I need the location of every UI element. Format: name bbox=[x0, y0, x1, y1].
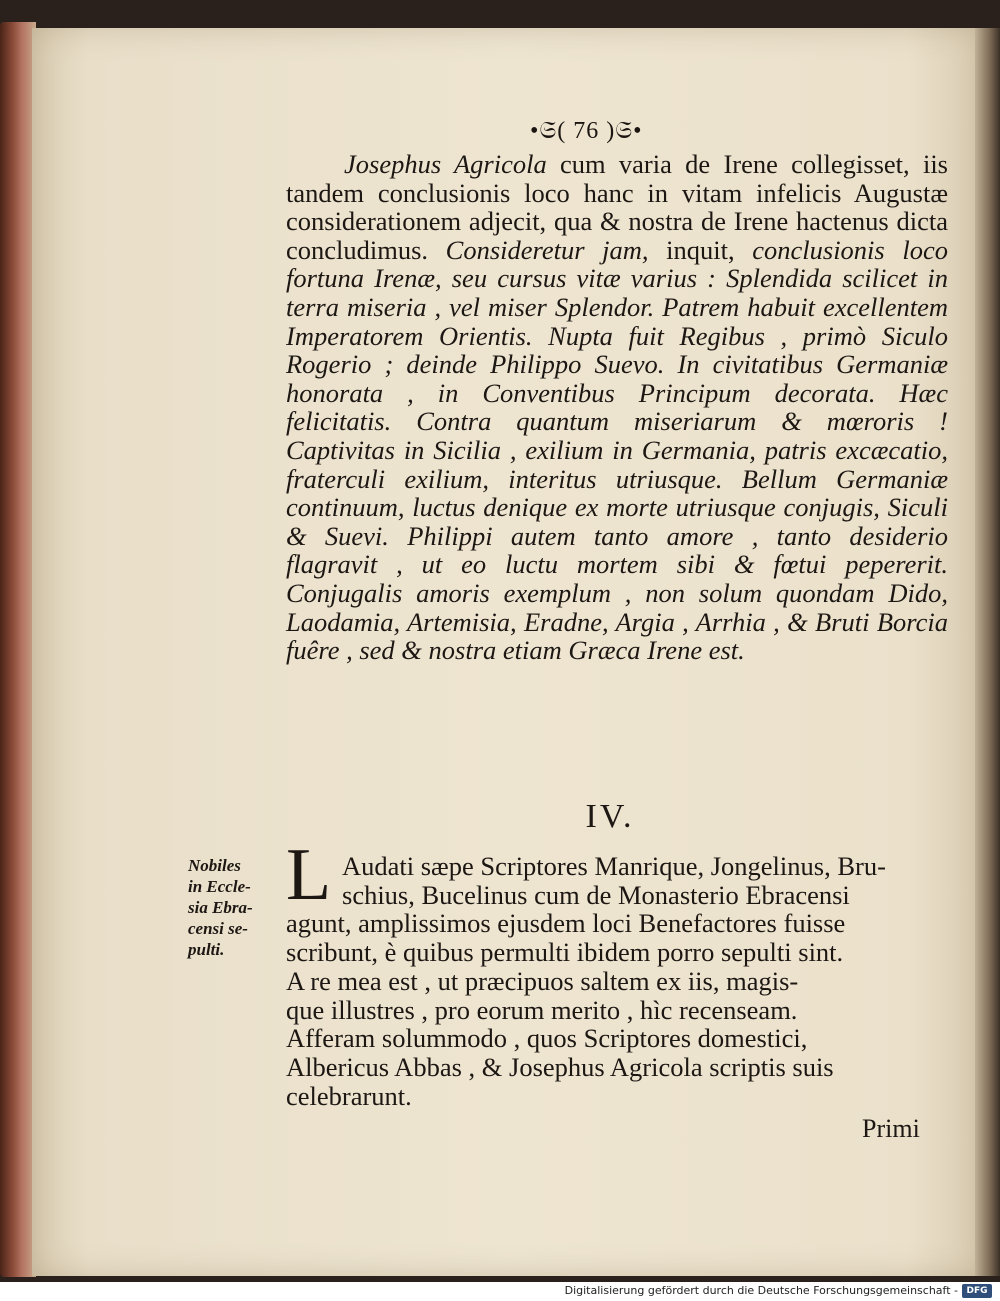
text-line: Albericus Abbas , & Josephus Agricola scriptis suis bbox=[286, 1051, 834, 1082]
text-line: Audati sæpe Scriptores Manrique, Jongelinus, Bru- bbox=[342, 851, 886, 881]
quote-part-a: Consideretur jam, bbox=[445, 234, 649, 265]
margin-note bbox=[188, 855, 278, 960]
text-line: que illustres , pro eorum merito , hìc recenseam. bbox=[286, 994, 798, 1025]
author-name: Josephus Agricola bbox=[344, 149, 547, 179]
dfg-logo-icon: DFG bbox=[962, 1284, 992, 1298]
text-line: celebrarunt. bbox=[286, 1080, 412, 1111]
margin-note-line: pulti. bbox=[188, 940, 225, 959]
margin-note-line: Nobiles bbox=[188, 856, 241, 875]
section-number: IV. bbox=[585, 798, 635, 835]
text-line: scribunt, è quibus permulti ibidem porro sepulti sint. bbox=[286, 937, 844, 968]
paragraph-2 bbox=[286, 852, 948, 1110]
drop-cap: L bbox=[286, 834, 332, 916]
margin-note-line: sia Ebra- bbox=[188, 898, 253, 917]
quote-part-b: conclusionis loco fortuna Irenæ, seu cursus vitæ varius : Splendida scilicet in terra miseria , vel miser Splendor. Patrem habuit excellentem Imperatorem Orientis. Nupta fuit Regibus , primò Siculo Rogerio ; deinde Philippo Suevo. In civitatibus Germaniæ honorata , in Conventibus Principum decorata. Hæc felicitatis. Contra quantum miseriarum & mœroris ! Captivitas in Sicilia , exilium in Germania, patris excæcatio, fraterculi exilium, interitus utriusque. Bellum Germaniæ continuum, luctus denique ex morte utriusque conjugis, Siculi & Suevi. Philippi autem tanto amore , tanto desiderio flagravit , ut eo luctu mortem sibi & fœtui pepererit. Conjugalis amoris exemplum , non solum quondam Dido, Laodamia, Artemisia, Eradne, Argia , Arrhia , & Bruti Borcia fuêre , sed & nostra etiam Græca Irene est. bbox=[286, 234, 948, 666]
text-line: Afferam solummodo , quos Scriptores domestici, bbox=[286, 1023, 808, 1054]
text-line: schius, Bucelinus cum de Monasterio Ebracensi bbox=[342, 879, 850, 910]
catchword: Primi bbox=[862, 1114, 920, 1143]
page-gutter-shadow bbox=[975, 28, 1000, 1276]
footer-credit: Digitalisierung gefördert durch die Deutsche Forschungsgemeinschaft - bbox=[564, 1284, 958, 1297]
margin-note-line: censi se- bbox=[188, 919, 248, 938]
text-line: agunt, amplissimos ejusdem loci Benefactores fuisse bbox=[286, 908, 846, 939]
page-header: •𝔖( 76 )𝔖• bbox=[530, 118, 643, 144]
paragraph-1 bbox=[286, 150, 948, 665]
margin-note-line: in Eccle- bbox=[188, 877, 251, 896]
inquit-word: inquit, bbox=[648, 234, 753, 265]
paragraph-1-intro: cum varia de Irene collegisset, iis tandem conclusionis loco hanc in vitam infelicis Augustæ considerationem adjecit, qua & nostra de Irene hactenus dicta concludimus. bbox=[286, 149, 948, 265]
text-line: A re mea est , ut præcipuos saltem ex iis, magis- bbox=[286, 965, 799, 996]
book-spine-edge bbox=[0, 22, 36, 1277]
